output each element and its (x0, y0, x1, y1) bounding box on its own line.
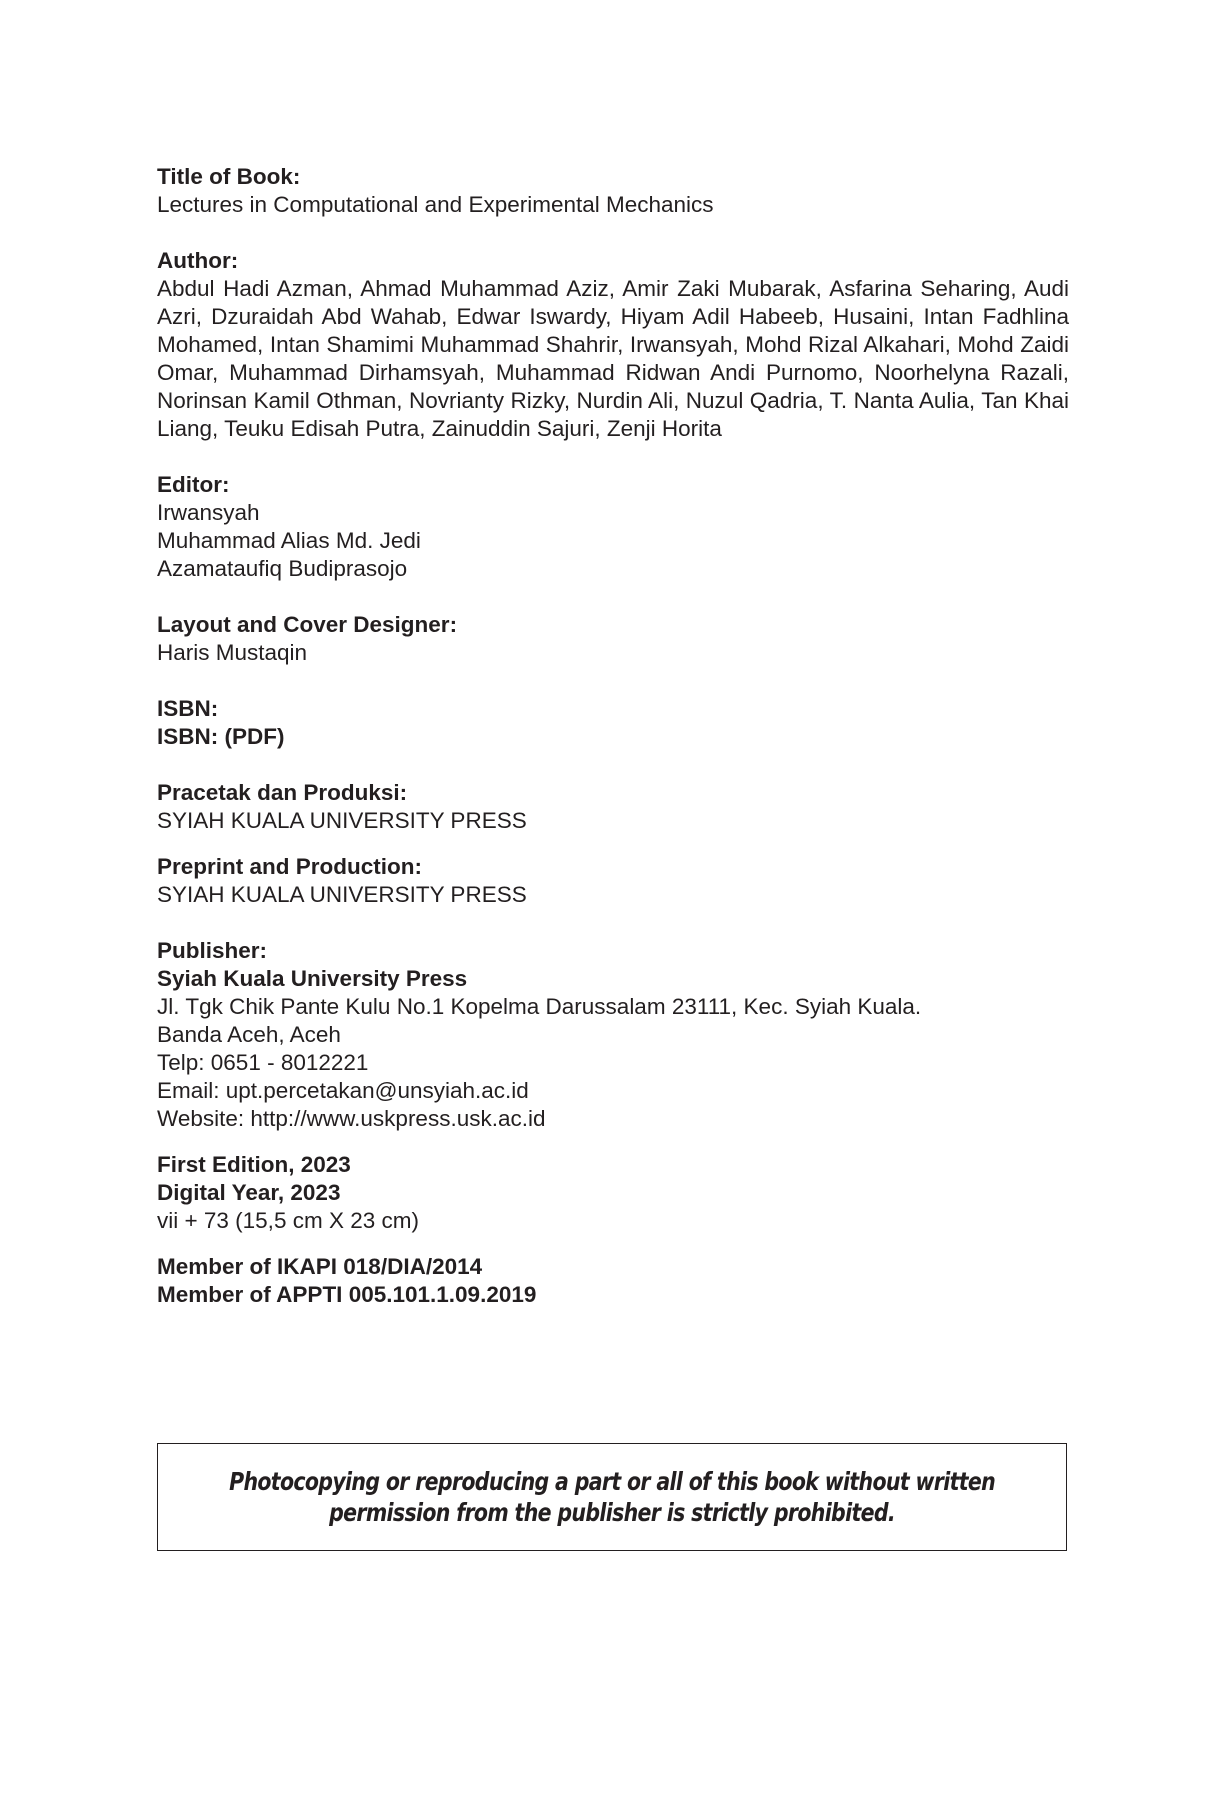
edition-section (157, 1151, 1069, 1235)
isbn-line: ISBN: (157, 696, 219, 721)
publisher-phone: Telp: 0651 - 8012221 (157, 1050, 369, 1075)
isbn-pdf-line: ISBN: (PDF) (157, 724, 285, 749)
publisher-address: Jl. Tgk Chik Pante Kulu No.1 Kopelma Darussalam 23111, Kec. Syiah Kuala. (157, 994, 922, 1019)
designer-label: Layout and Cover Designer: (157, 612, 458, 637)
editor-name: Irwansyah (157, 500, 260, 525)
ikapi-membership: Member of IKAPI 018/DIA/2014 (157, 1254, 483, 1279)
preprint-section (157, 853, 1069, 909)
page-count: vii + 73 (15,5 cm X 23 cm) (157, 1208, 419, 1233)
digital-year: Digital Year, 2023 (157, 1180, 341, 1205)
editor-name: Muhammad Alias Md. Jedi (157, 528, 421, 553)
membership-section (157, 1253, 1069, 1309)
editor-label: Editor: (157, 472, 230, 497)
publisher-city: Banda Aceh, Aceh (157, 1022, 341, 1047)
isbn-section (157, 695, 1069, 751)
editor-name: Azamataufiq Budiprasojo (157, 556, 408, 581)
author-section (157, 247, 1069, 443)
editor-section (157, 471, 1069, 583)
notice-line: permission from the publisher is strictly prohibited. (329, 1498, 895, 1527)
designer-section (157, 611, 1069, 667)
copyright-notice-box (157, 1443, 1067, 1551)
notice-line: Photocopying or reproducing a part or all of this book without written (229, 1467, 995, 1496)
pracetak-value: SYIAH KUALA UNIVERSITY PRESS (157, 808, 527, 833)
copyright-page (157, 163, 1069, 1309)
preprint-label: Preprint and Production: (157, 854, 423, 879)
publisher-label: Publisher: (157, 938, 268, 963)
title-label: Title of Book: (157, 164, 301, 189)
first-edition: First Edition, 2023 (157, 1152, 351, 1177)
publisher-website: Website: http://www.uskpress.usk.ac.id (157, 1106, 546, 1131)
preprint-value: SYIAH KUALA UNIVERSITY PRESS (157, 882, 527, 907)
publisher-email: Email: upt.percetakan@unsyiah.ac.id (157, 1078, 529, 1103)
author-list: Abdul Hadi Azman, Ahmad Muhammad Aziz, Amir Zaki Mubarak, Asfarina Seharing, Audi Azri, Dzuraidah Abd Wahab, Edwar Iswardy, Hiyam Adil Habeeb, Husaini, Intan Fadhlina Mohamed, Intan Shamimi Muhammad Shahrir, Irwansyah, Mohd Rizal Alkahari, Mohd Zaidi Omar, Muhammad Dirhamsyah, Muhammad Ridwan Andi Purnomo, Noorhelyna Razali, Norinsan Kamil Othman, Novrianty Rizky, Nurdin Ali, Nuzul Qadria, T. Nanta Aulia, Tan Khai Liang, Teuku Edisah Putra, Zainuddin Sajuri, Zenji Horita (157, 276, 1069, 441)
author-label: Author: (157, 248, 239, 273)
copyright-notice (229, 1466, 995, 1528)
pracetak-label: Pracetak dan Produksi: (157, 780, 408, 805)
designer-name: Haris Mustaqin (157, 640, 308, 665)
book-title: Lectures in Computational and Experimental Mechanics (157, 192, 714, 217)
appti-membership: Member of APPTI 005.101.1.09.2019 (157, 1282, 537, 1307)
publisher-section (157, 937, 1069, 1133)
publisher-name: Syiah Kuala University Press (157, 966, 468, 991)
title-section (157, 163, 1069, 219)
pracetak-section (157, 779, 1069, 835)
